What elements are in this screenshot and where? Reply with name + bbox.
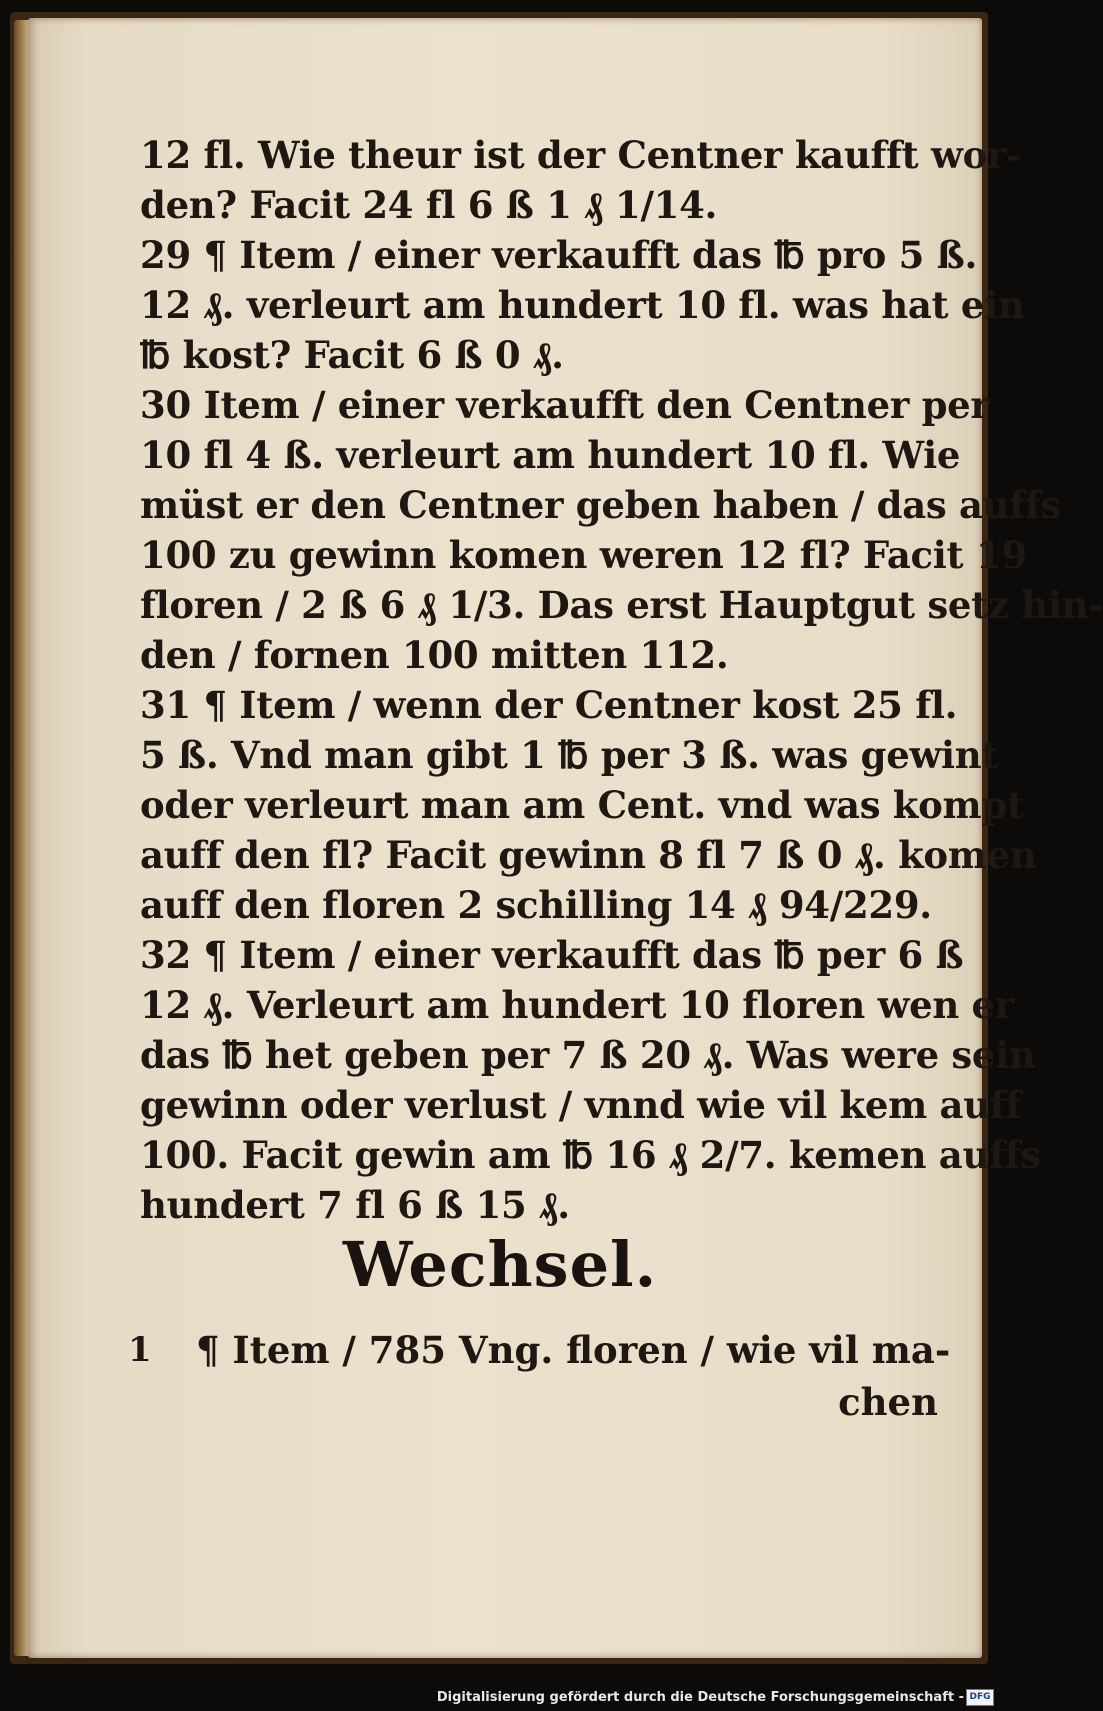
text-line: 12 ₰. Verleurt am hundert 10 floren wen er xyxy=(140,983,1014,1027)
section-heading: Wechsel. xyxy=(342,1228,658,1301)
text-line: 100. Facit gewin am ℔ 16 ₰ 2/7. kemen auffs xyxy=(140,1133,1041,1177)
text-line: 30 Item / einer verkaufft den Centner per xyxy=(140,383,990,427)
entry-number: 1 xyxy=(128,1330,152,1370)
text-line: das ℔ het geben per 7 ß 20 ₰. Was were sein xyxy=(140,1033,1036,1077)
text-line: floren / 2 ß 6 ₰ 1/3. Das erst Hauptgut setz hin- xyxy=(140,583,1103,627)
text-line: 31 ¶ Item / wenn der Centner kost 25 fl. xyxy=(140,683,958,727)
text-line: den? Facit 24 fl 6 ß 1 ₰ 1/14. xyxy=(140,183,718,227)
text-line: gewinn oder verlust / vnnd wie vil kem auff xyxy=(140,1083,1022,1127)
entry-text-line: ¶ Item / 785 Vng. floren / wie vil ma- xyxy=(196,1328,951,1372)
dfg-logo-icon: DFG xyxy=(966,1689,994,1706)
text-line: auff den fl? Facit gewinn 8 fl 7 ß 0 ₰. komen xyxy=(140,833,1037,877)
text-line: 12 fl. Wie theur ist der Centner kaufft wor- xyxy=(140,133,1022,177)
funding-credit: Digitalisierung gefördert durch die Deutsche Forschungsgemeinschaft - xyxy=(436,1690,964,1705)
text-line: müst er den Centner geben haben / das auffs xyxy=(140,483,1062,527)
text-line: 32 ¶ Item / einer verkaufft das ℔ per 6 ß xyxy=(140,933,964,977)
text-line: 12 ₰. verleurt am hundert 10 fl. was hat ein xyxy=(140,283,1025,327)
text-line: 100 zu gewinn komen weren 12 fl? Facit 19 xyxy=(140,533,1027,577)
text-line: oder verleurt man am Cent. vnd was kompt xyxy=(140,783,1024,827)
text-line: den / fornen 100 mitten 112. xyxy=(140,633,729,677)
text-line: hundert 7 fl 6 ß 15 ₰. xyxy=(140,1183,570,1227)
page-body-text xyxy=(140,130,1103,1230)
entry-text-line-continued: chen xyxy=(838,1380,938,1424)
text-line: 5 ß. Vnd man gibt 1 ℔ per 3 ß. was gewint xyxy=(140,733,999,777)
text-line: auff den floren 2 schilling 14 ₰ 94/229. xyxy=(140,883,932,927)
text-line: ℔ kost? Facit 6 ß 0 ₰. xyxy=(140,333,564,377)
text-line: 10 fl 4 ß. verleurt am hundert 10 fl. Wie xyxy=(140,433,961,477)
text-line: 29 ¶ Item / einer verkaufft das ℔ pro 5 ß. xyxy=(140,233,978,277)
